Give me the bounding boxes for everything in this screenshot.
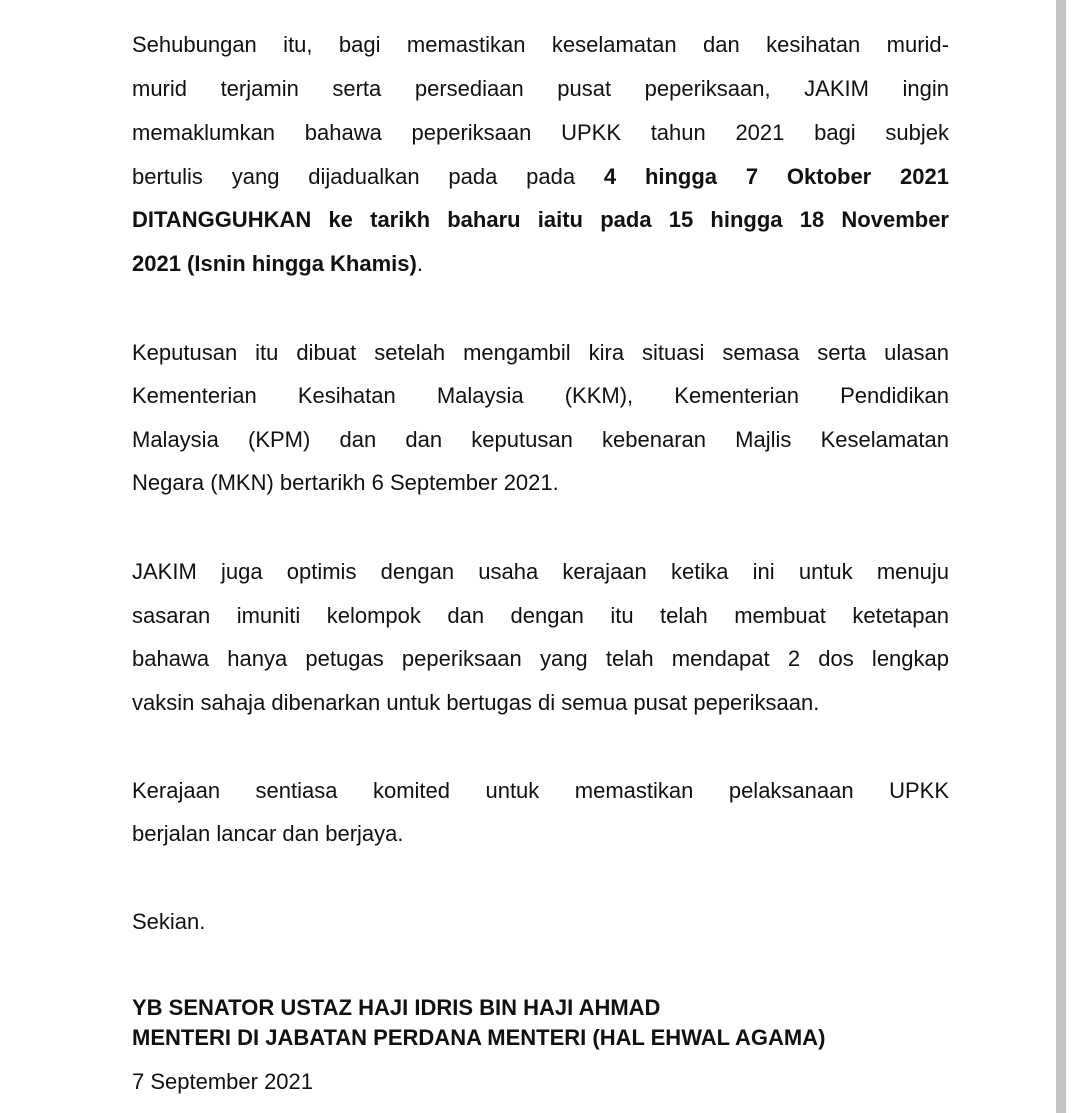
signatory-title: MENTERI DI JABATAN PERDANA MENTERI (HAL EHWAL AGAMA) <box>132 1025 826 1050</box>
paragraph-line <box>132 468 949 498</box>
text-run: Negara (MKN) bertarikh 6 September 2021. <box>132 470 559 495</box>
scrollbar[interactable] <box>1056 0 1066 1113</box>
text-run: Sehubungan itu, bagi memastikan keselamatan dan kesihatan murid- <box>132 32 949 57</box>
paragraph-line <box>132 162 949 192</box>
text-run: vaksin sahaja dibenarkan untuk bertugas di semua pusat peperiksaan. <box>132 690 820 715</box>
text-run: Kerajaan sentiasa komited untuk memastikan pelaksanaan UPKK <box>132 778 949 803</box>
bold-new-date: 2021 (Isnin hingga Khamis) <box>132 251 417 276</box>
paragraph-line <box>132 381 949 411</box>
paragraph-line <box>132 74 949 104</box>
paragraph-line <box>132 819 949 849</box>
bold-date-range: 4 hingga 7 Oktober 2021 <box>603 164 949 189</box>
paragraph-line-bold <box>132 205 949 235</box>
text-run: sasaran imuniti kelompok dan dengan itu telah membuat ketetapan <box>132 603 949 628</box>
paragraph-line <box>132 425 949 455</box>
signatory-name: YB SENATOR USTAZ HAJI IDRIS BIN HAJI AHMAD <box>132 995 661 1020</box>
text-run: Keputusan itu dibuat setelah mengambil kira situasi semasa serta ulasan <box>132 340 949 365</box>
paragraph-line <box>132 601 949 631</box>
page-edge <box>1066 0 1080 1113</box>
text-run: JAKIM juga optimis dengan usaha kerajaan ketika ini untuk menuju <box>132 559 949 584</box>
paragraph-line <box>132 30 949 60</box>
text-run: bahawa hanya petugas peperiksaan yang telah mendapat 2 dos lengkap <box>132 646 949 671</box>
paragraph-line <box>132 249 949 279</box>
text-run: . <box>416 251 423 276</box>
paragraph-line <box>132 338 949 368</box>
signature-date: 7 September 2021 <box>132 1069 314 1094</box>
text-run: memaklumkan bahawa peperiksaan UPKK tahun 2021 bagi subjek <box>132 120 949 145</box>
paragraph-line <box>132 557 949 587</box>
paragraph-line <box>132 776 949 806</box>
text-run: Kementerian Kesihatan Malaysia (KKM), Kementerian Pendidikan <box>132 383 949 408</box>
paragraph-line <box>132 688 949 718</box>
closing-text: Sekian. <box>132 909 206 934</box>
text-run: bertulis yang dijadualkan pada pada <box>132 164 604 189</box>
text-run: berjalan lancar dan berjaya. <box>132 821 404 846</box>
text-run: Malaysia (KPM) dan dan keputusan kebenaran Majlis Keselamatan <box>132 427 949 452</box>
text-run: DITANGGUHKAN ke tarikh baharu iaitu pada 15 hingga 18 November <box>132 207 949 232</box>
text-run: murid terjamin serta persediaan pusat peperiksaan, JAKIM ingin <box>132 76 949 101</box>
paragraph-line <box>132 644 949 674</box>
paragraph-line <box>132 118 949 148</box>
